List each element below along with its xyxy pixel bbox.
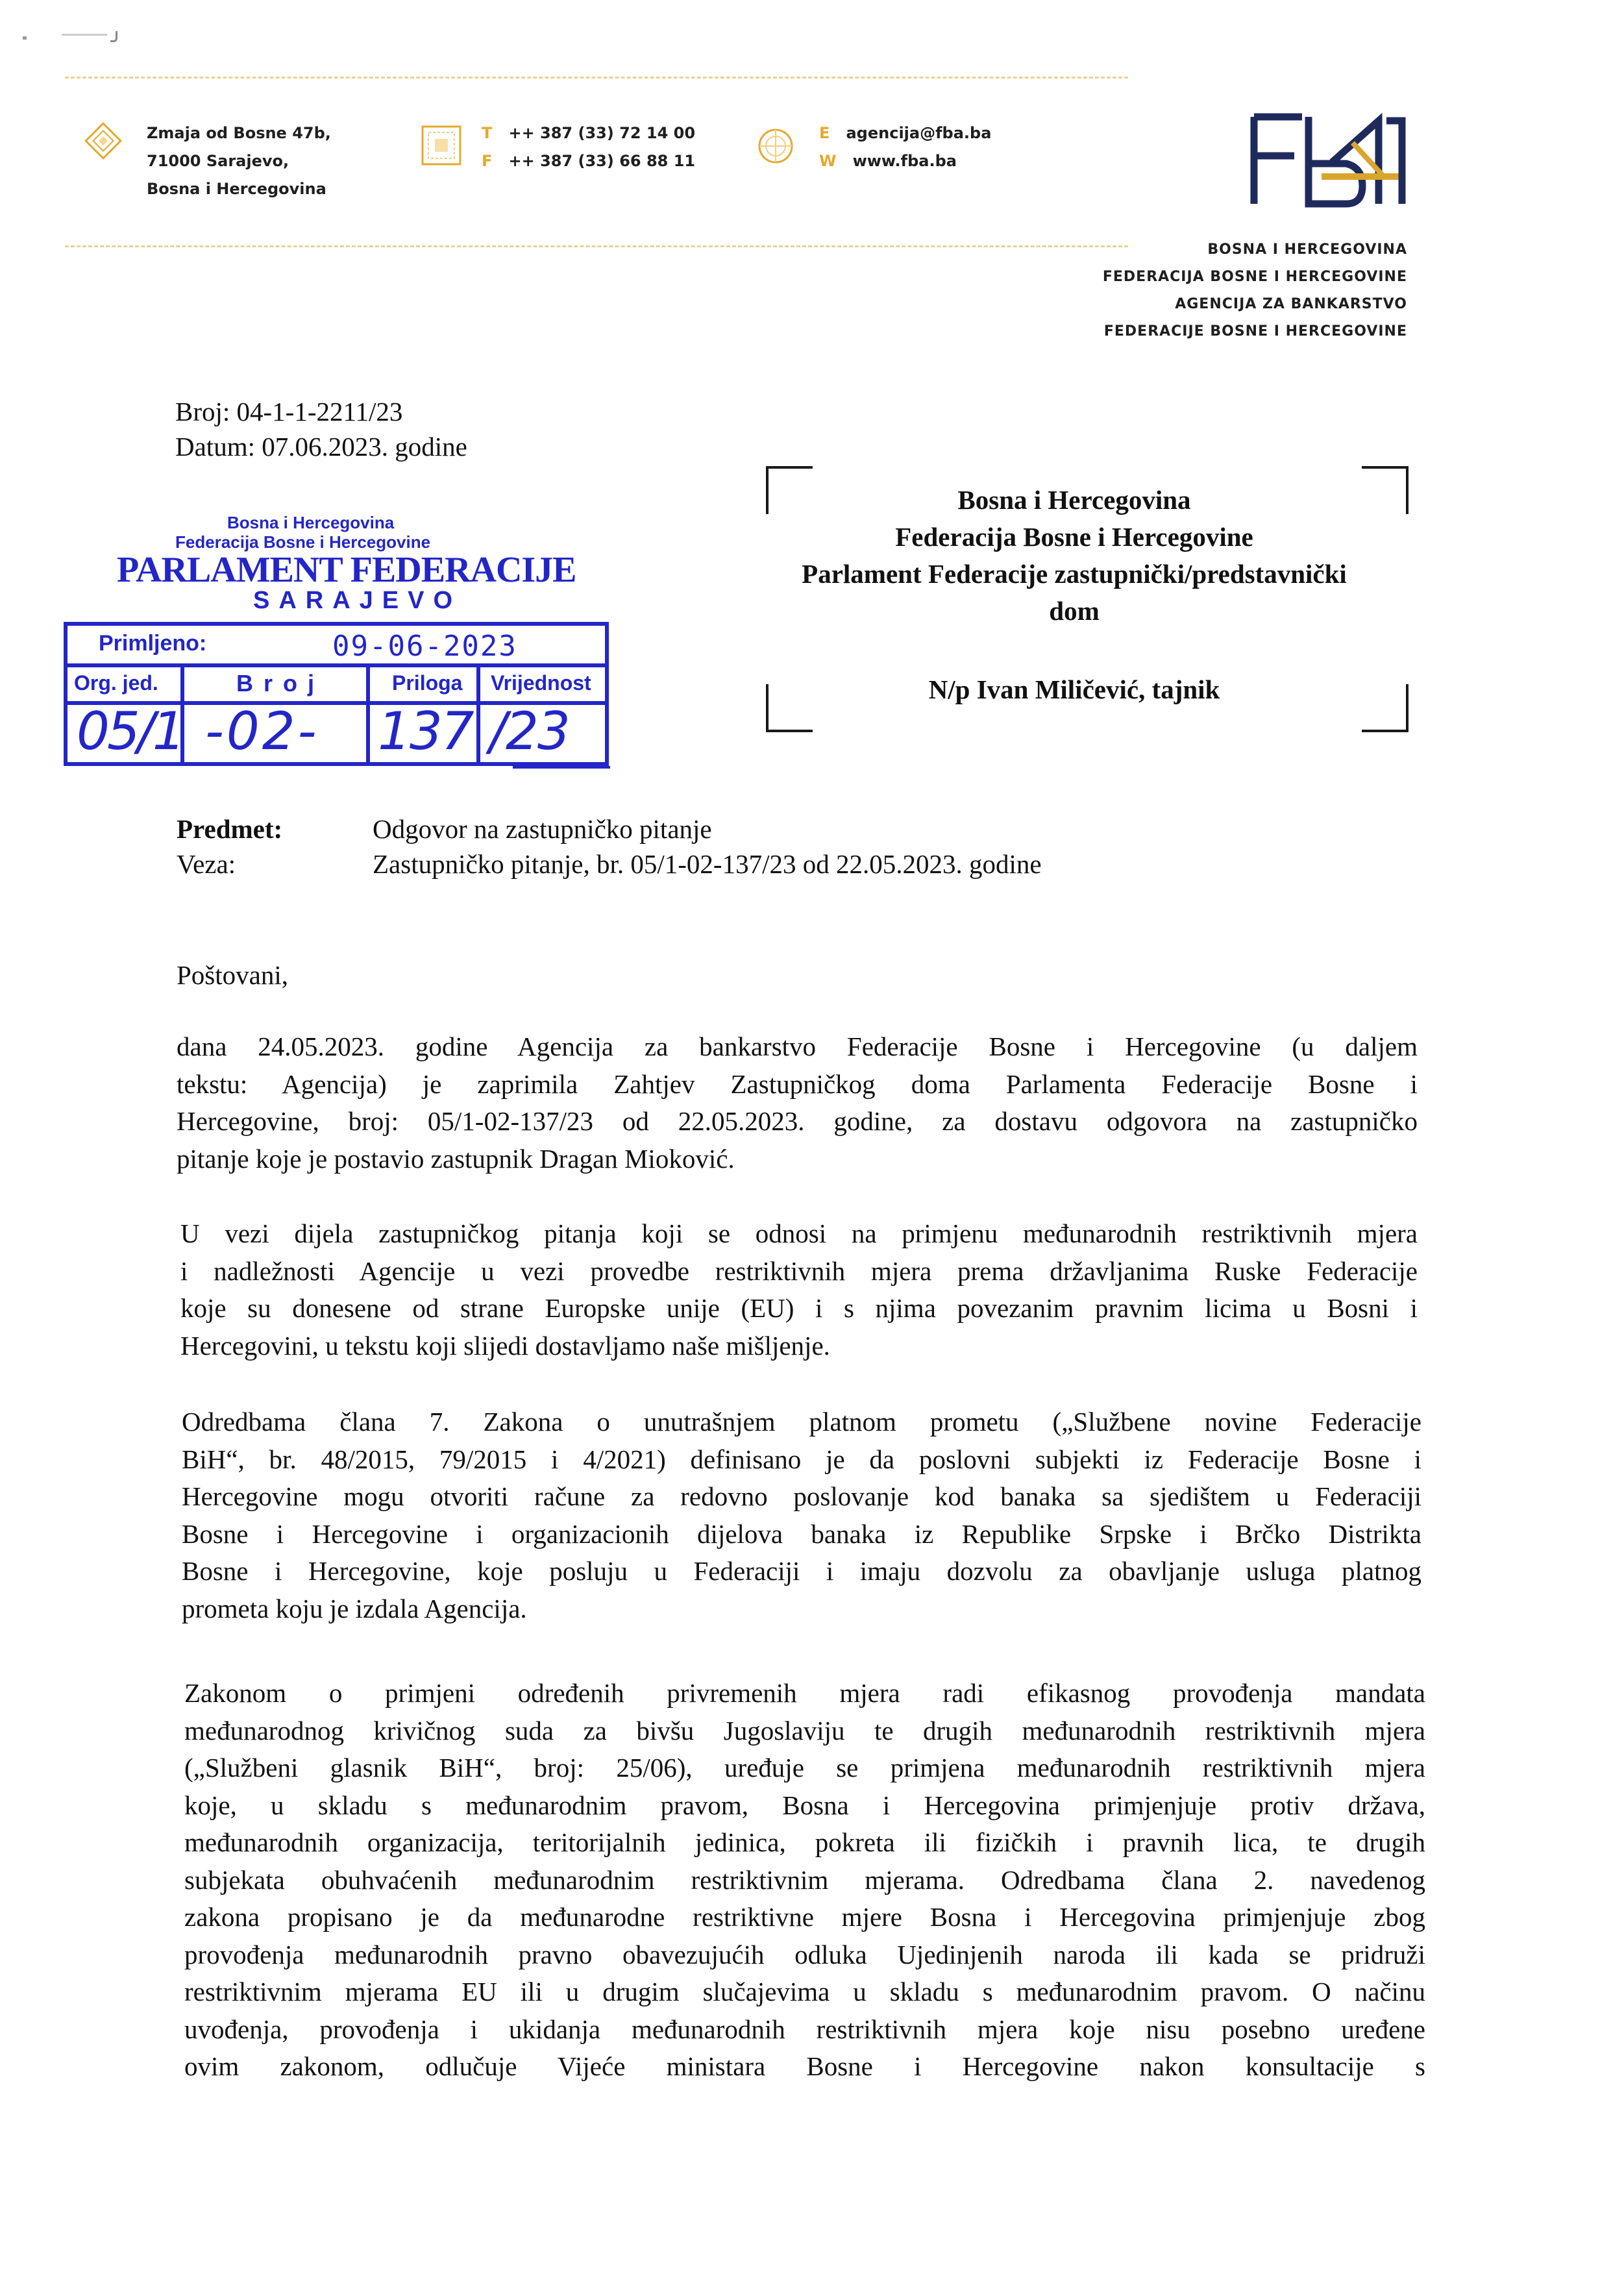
fax-line [482,147,695,175]
scan-artifact [23,36,27,40]
org-line: AGENCIJA ZA BANKARSTVO [1175,296,1407,312]
subject-label: Predmet: [177,814,283,844]
paragraph-line: koje su donesene od strane Europske unije (EU) i s njima povezanim pravnim licima u Bosni i [180,1293,1418,1323]
paragraph [180,1215,1418,1364]
salutation: Poštovani, [177,960,288,990]
stamp-received-label: Primljeno: [99,631,207,656]
stamp-top-line: Federacija Bosne i Hercegovine [175,532,431,552]
org-line: FEDERACIJE BOSNE I HERCEGOVINE [1103,323,1407,339]
letterhead-org [1103,236,1407,345]
stamp-header: Vrijednost [491,671,591,695]
letterhead-address [147,119,331,203]
subject-block [177,811,1042,882]
stamp-received-row [68,626,605,667]
recipient-line: Bosna i Hercegovina [957,485,1191,515]
phone-number: ++ 387 (33) 72 14 00 [508,124,696,142]
org-line: BOSNA I HERCEGOVINA [1207,241,1407,258]
paragraph-line: dana 24.05.2023. godine Agencija za bankarstvo Federacije Bosne i Hercegovine (u daljem [177,1031,1418,1061]
paragraph-line: restriktivnim mjerama EU ili u drugim slučajevima u skladu s međunarodnim pravom. O načinu [184,1977,1425,2006]
stamp-value: -02- [205,701,319,761]
paragraph [182,1403,1421,1627]
recipient-line: Parlament Federacije zastupnički/predstavnički [802,559,1347,589]
header-rule-bottom [65,245,1128,247]
stamp-city: SARAJEVO [253,587,462,614]
subject-row [177,811,712,846]
paragraph-line: međunarodnog krivičnog suda za bivšu Jugoslaviju te drugih međunarodnih restriktivnih mjera [184,1715,1425,1746]
paragraph-line: zakona propisano je da međunarodne restriktivne mjere Bosna i Hercegovina primjenjuje zbog [184,1902,1425,1932]
stamp-value: /23 [489,701,569,761]
reception-stamp [58,506,630,792]
phone-icon [421,125,462,166]
paragraph-line: međunarodnih organizacija, teritorijalnih jedinica, pokreta ili fizičkih i pravnih lica, te drugih [184,1827,1425,1857]
email-label: E [819,124,830,142]
paragraph-line: Hercegovine mogu otvoriti račune za redovno poslovanje kod banaka sa sjedištem u Federaciji [182,1481,1421,1511]
paragraph-line: Bosne i Hercegovine, koje posluju u Federaciji i imaju dozvolu za obavljanje usluga platnog [182,1556,1421,1586]
paragraph-line: i nadležnosti Agencije u vezi provedbe restriktivnih mjera prema državljanima Ruske Federacije [180,1255,1418,1286]
stamp-received-date: 09-06-2023 [332,630,517,663]
web-address: www.fba.ba [852,152,957,170]
web-line [819,147,991,175]
reference-date: Datum: 07.06.2023. godine [175,432,467,462]
subject-text: Odgovor na zastupničko pitanje [373,814,712,844]
paragraph-line: prometa koju je izdala Agencija. [182,1593,527,1623]
letterhead-web [819,119,991,175]
stamp-top-line: Bosna i Hercegovina [227,513,395,532]
fax-number: ++ 387 (33) 66 88 11 [508,152,696,170]
address-line: Zmaja od Bosne 47b, [147,124,331,142]
org-line: FEDERACIJA BOSNE I HERCEGOVINE [1102,269,1407,285]
link-text: Zastupničko pitanje, br. 05/1-02-137/23 od 22.05.2023. godine [373,849,1042,879]
header-rule-top [65,77,1128,79]
link-label: Veza: [177,849,236,879]
scan-artifact [110,31,117,42]
stamp-value: 05/1 [77,701,183,761]
link-row [177,846,1042,882]
address-icon [83,121,123,161]
recipient-attention: N/p Ivan Miličević, tajnik [928,674,1220,704]
web-icon [757,127,794,165]
letterhead-phones [482,119,695,175]
stamp-grid [64,622,609,766]
address-line: 71000 Sarajevo, [147,152,289,170]
paragraph-line: Zakonom o primjeni određenih privremenih mjera radi efikasnog provođenja mandata [184,1678,1425,1708]
fba-logo [1249,112,1411,209]
stamp-header: Org. jed. [74,671,158,695]
paragraph-line: uvođenja, provođenja i ukidanja međunarodnih restriktivnih mjera koje nisu posebno uređene [184,2014,1425,2044]
paragraph-line: Odredbama člana 7. Zakona o unutrašnjem platnom prometu („Službene novine Federacije [182,1407,1421,1437]
reference-block [175,394,467,464]
paragraph-line: provođenja međunarodnih pravno obavezujućih odluka Ujedinjenih naroda ili kada se pridruži [184,1939,1425,1969]
paragraph-line: U vezi dijela zastupničkog pitanja koji se odnosi na primjenu međunarodnih restriktivnih mjera [180,1218,1418,1248]
paragraph-line: Bosne i Hercegovine i organizacionih dijelova banaka iz Republike Srpske i Brčko Distrikta [182,1518,1421,1549]
paragraph-line: Hercegovini, u tekstu koji slijedi dostavljamo naše mišljenje. [180,1330,830,1361]
email-line [819,119,991,147]
fax-label: F [482,152,493,170]
paragraph-line: ovim zakonom, odlučuje Vijeće ministara Bosne i Hercegovine nakon konsultacije s [184,2051,1425,2081]
phone-line [482,119,695,147]
paragraph [184,1675,1425,2086]
stamp-value: 137 [378,701,473,761]
reference-number: Broj: 04-1-1-2211/23 [175,397,403,426]
email-address: agencija@fba.ba [846,124,992,142]
recipient-block [740,482,1409,630]
paragraph-line: Hercegovine, broj: 05/1-02-137/23 od 22.05.2023. godine, za dostavu odgovora na zastupničko [177,1106,1418,1136]
paragraph-line: pitanje koje je postavio zastupnik Dragan Mioković. [177,1143,735,1174]
paragraph-line: („Službeni glasnik BiH“, broj: 25/06), uređuje se primjena međunarodnih restriktivnih mjera [184,1753,1425,1783]
stamp-header-row [68,667,605,705]
stamp-divider [476,667,480,762]
paragraph-line: BiH“, br. 48/2015, 79/2015 i 4/2021) definisano je da poslovni subjekti iz Federacije Bosne i [182,1444,1421,1474]
paragraph [177,1028,1418,1178]
recipient-line: Federacija Bosne i Hercegovine [895,522,1253,552]
web-label: W [819,152,837,170]
paragraph-line: koje, u skladu s međunarodnim pravom, Bosna i Hercegovina primjenjuje protiv država, [184,1790,1425,1820]
phone-label: T [482,124,493,142]
paragraph-line: subjekata obuhvaćenih međunarodnim restriktivnim mjerama. Odredbama člana 2. navedenog [184,1864,1425,1895]
stamp-underline [513,766,610,769]
paragraph-line: tekstu: Agencija) je zaprimila Zahtjev Zastupničkog doma Parlamenta Federacije Bosne i [177,1068,1418,1099]
stamp-header: Priloga [392,671,463,695]
address-line: Bosna i Hercegovina [147,180,326,198]
stamp-title: PARLAMENT FEDERACIJE [117,550,576,590]
recipient-line: dom [1049,596,1100,626]
stamp-header: Broj [236,670,325,697]
stamp-divider [366,667,370,762]
scan-artifact [62,34,107,36]
